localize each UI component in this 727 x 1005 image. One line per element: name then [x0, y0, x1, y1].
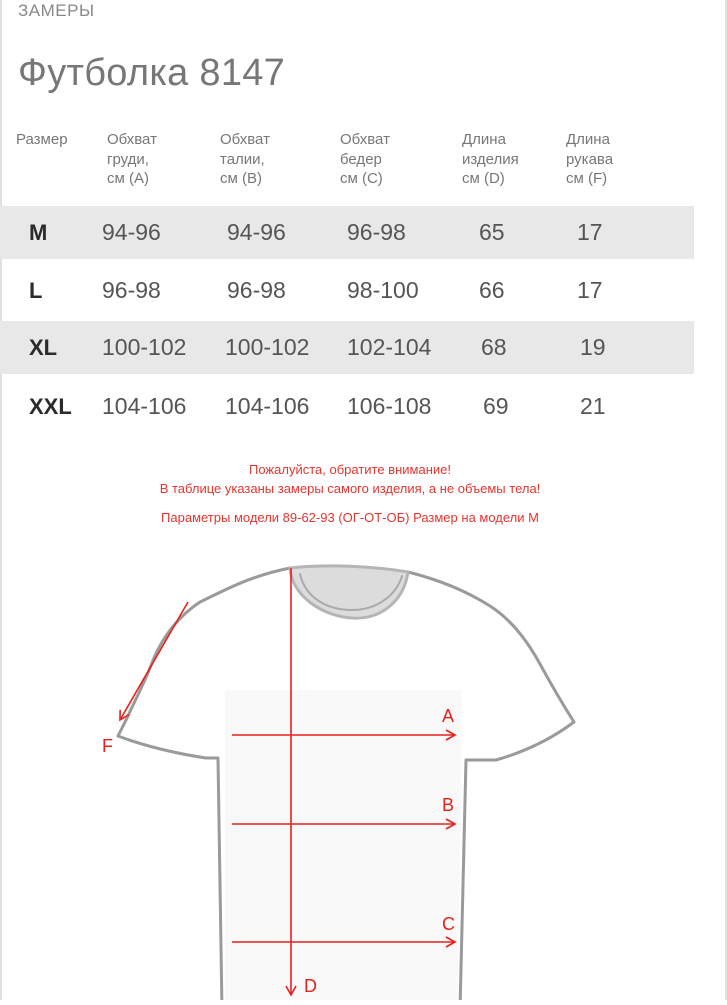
table-row: [0, 264, 694, 317]
cell-waist: 100-102: [225, 334, 310, 360]
col-sleeve: Длина рукава см (F): [566, 131, 614, 187]
cell-hips: 98-100: [347, 277, 419, 303]
table-row: [0, 321, 694, 374]
cell-chest: 96-98: [102, 277, 161, 303]
cell-length: 69: [483, 393, 509, 419]
table-header: [0, 128, 727, 206]
cell-chest: 94-96: [102, 219, 161, 245]
label-a: A: [442, 706, 455, 726]
cell-chest: 104-106: [102, 393, 187, 419]
cell-sleeve: 19: [580, 334, 606, 360]
notice-title: Пожалуйста, обратите внимание!: [249, 462, 451, 477]
col-length: Длина изделия см (D): [462, 131, 519, 187]
product-title: Футболка 8147: [18, 52, 286, 94]
cell-chest: 100-102: [102, 334, 187, 360]
table-row: [0, 206, 694, 259]
cell-waist: 104-106: [225, 393, 310, 419]
col-chest: Обхват груди, см (A): [107, 131, 157, 187]
cell-waist: 94-96: [227, 219, 286, 245]
cell-size: M: [29, 220, 48, 245]
measurement-diagram: [0, 540, 727, 1000]
cell-length: 68: [481, 334, 507, 360]
cell-length: 65: [479, 219, 505, 245]
col-waist: Обхват талии, см (B): [220, 131, 270, 187]
cell-size: XL: [29, 335, 58, 360]
table-row: [0, 380, 694, 433]
label-b: B: [442, 795, 455, 815]
label-d: D: [304, 976, 317, 996]
col-hips: Обхват бедер см (C): [340, 131, 390, 187]
cell-length: 66: [479, 277, 505, 303]
size-table: [0, 128, 727, 419]
cell-size: L: [29, 278, 43, 303]
col-size: Размер: [16, 131, 68, 148]
cell-sleeve: 17: [577, 219, 603, 245]
cell-hips: 102-104: [347, 334, 432, 360]
arrow-f: [120, 602, 188, 720]
notice-block: [0, 460, 700, 527]
notice-text: В таблице указаны замеры самого изделия, а не объемы тела!: [159, 481, 541, 496]
cell-sleeve: 21: [580, 393, 606, 419]
section-label: ЗАМЕРЫ: [18, 1, 95, 20]
cell-hips: 96-98: [347, 219, 406, 245]
cell-sleeve: 17: [577, 277, 603, 303]
cell-hips: 106-108: [347, 393, 432, 419]
tshirt-diagram-svg: [0, 540, 727, 1000]
model-params: Параметры модели 89-62-93 (ОГ-ОТ-ОБ) Размер на модели М: [161, 510, 539, 525]
cell-size: XXL: [29, 394, 72, 419]
label-f: F: [102, 736, 113, 756]
label-c: C: [442, 914, 455, 934]
cell-waist: 96-98: [227, 277, 286, 303]
